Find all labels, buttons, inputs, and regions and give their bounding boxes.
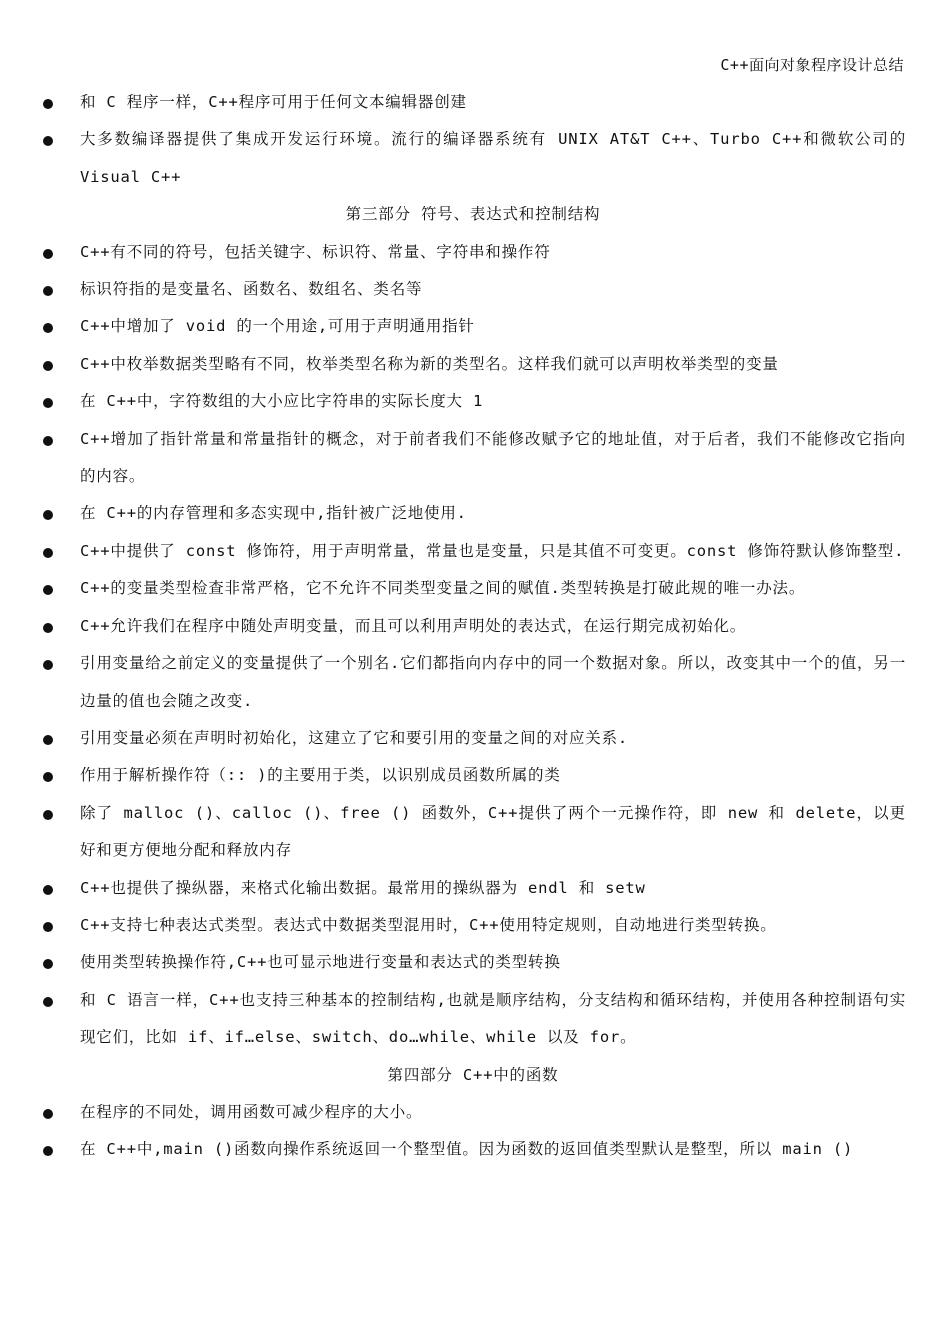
section-heading: 第三部分 符号、表达式和控制结构 <box>345 205 601 224</box>
bullet-icon <box>43 810 53 820</box>
list-item-text: 使用类型转换操作符,C++也可显示地进行变量和表达式的类型转换 <box>80 953 561 972</box>
list-item <box>40 720 906 757</box>
section-heading: 第四部分 C++中的函数 <box>387 1065 559 1084</box>
list-item-text: 在 C++中,main ()函数向操作系统返回一个整型值。因为函数的返回值类型默认是整型，所以 main () <box>80 1140 854 1159</box>
list-item <box>40 982 906 1057</box>
document-body <box>40 84 906 1169</box>
bullet-icon <box>43 623 53 633</box>
list-item <box>40 308 906 345</box>
bullet-icon <box>43 548 53 558</box>
bullet-icon <box>43 922 53 932</box>
list-item-text: C++中枚举数据类型略有不同，枚举类型名称为新的类型名。这样我们就可以声明枚举类型的变量 <box>80 354 779 373</box>
bullet-icon <box>43 660 53 670</box>
list-item <box>40 234 906 271</box>
list-item <box>40 1131 906 1168</box>
bullet-icon <box>43 286 53 296</box>
list-item <box>40 944 906 981</box>
list-item-text: C++支持七种表达式类型。表达式中数据类型混用时，C++使用特定规则，自动地进行类型转换。 <box>80 915 777 934</box>
list-item <box>40 570 906 607</box>
list-item <box>40 121 906 196</box>
list-item <box>40 757 906 794</box>
list-item <box>40 495 906 532</box>
list-item-text: 在程序的不同处，调用函数可减少程序的大小。 <box>80 1102 423 1121</box>
list-item-text: 在 C++中，字符数组的大小应比字符串的实际长度大 1 <box>80 392 484 411</box>
list-item-text: C++增加了指针常量和常量指针的概念，对于前者我们不能修改赋予它的地址值，对于后者，我们不能修改它指向的内容。 <box>80 429 906 486</box>
bullet-icon <box>43 436 53 446</box>
bullet-icon <box>43 997 53 1007</box>
list-item-text: C++有不同的符号，包括关键字、标识符、常量、字符串和操作符 <box>80 242 551 261</box>
list-item <box>40 346 906 383</box>
list-item <box>40 1094 906 1131</box>
list-item-text: 大多数编译器提供了集成开发运行环境。流行的编译器系统有 UNIX AT&T C++、Turbo C++和微软公司的 Visual C++ <box>80 130 906 186</box>
list-item <box>40 907 906 944</box>
bullet-icon <box>43 398 53 408</box>
list-item <box>40 271 906 308</box>
page-header-title: C++面向对象程序设计总结 <box>720 56 904 74</box>
list-item-text: 引用变量给之前定义的变量提供了一个别名.它们都指向内存中的同一个数据对象。所以，改变其中一个的值，另一边量的值也会随之改变. <box>80 654 906 710</box>
bullet-icon <box>43 323 53 333</box>
list-item-text: 和 C 程序一样，C++程序可用于任何文本编辑器创建 <box>80 93 467 111</box>
bullet-icon <box>43 735 53 745</box>
list-item <box>40 608 906 645</box>
bullet-icon <box>43 772 53 782</box>
bullet-icon <box>43 1109 53 1119</box>
list-item-text: C++允许我们在程序中随处声明变量，而且可以利用声明处的表达式，在运行期完成初始化。 <box>80 616 747 635</box>
list-item-text: 在 C++的内存管理和多态实现中,指针被广泛地使用. <box>80 504 467 523</box>
bullet-icon <box>43 959 53 969</box>
list-item <box>40 795 906 870</box>
list-item <box>40 870 906 907</box>
list-item <box>40 645 906 720</box>
list-item <box>40 383 906 420</box>
list-item-text: 引用变量必须在声明时初始化，这建立了它和要引用的变量之间的对应关系. <box>80 728 629 747</box>
list-item <box>40 421 906 496</box>
list-item-text: C++的变量类型检查非常严格，它不允许不同类型变量之间的赋值.类型转换是打破此规的唯一办法。 <box>80 579 806 598</box>
bullet-icon <box>43 510 53 520</box>
list-item <box>40 84 906 121</box>
list-item-text: 除了 malloc ()、calloc ()、free () 函数外，C++提供了两个一元操作符，即 new 和 delete，以更好和更方便地分配和释放内存 <box>80 803 906 860</box>
bullet-icon <box>43 99 53 109</box>
bullet-icon <box>43 585 53 595</box>
list-item-text: 标识符指的是变量名、函数名、数组名、类名等 <box>80 280 423 299</box>
bullet-icon <box>43 361 53 371</box>
list-item <box>40 533 906 570</box>
bullet-icon <box>43 1146 53 1156</box>
bullet-icon <box>43 885 53 895</box>
list-item-text: 和 C 语言一样，C++也支持三种基本的控制结构,也就是顺序结构，分支结构和循环结构，并使用各种控制语句实现它们，比如 if、if…else、switch、do…while、while 以及 for。 <box>80 990 906 1047</box>
bullet-icon <box>43 249 53 259</box>
list-item-text: C++中增加了 void 的一个用途,可用于声明通用指针 <box>80 317 475 336</box>
list-item-text: 作用于解析操作符（:: )的主要用于类，以识别成员函数所属的类 <box>80 766 561 785</box>
list-item-text: C++也提供了操纵器，来格式化输出数据。最常用的操纵器为 endl 和 setw <box>80 878 646 897</box>
bullet-icon <box>43 136 53 146</box>
list-item-text: C++中提供了 const 修饰符，用于声明常量，常量也是变量，只是其值不可变更。const 修饰符默认修饰整型. <box>80 541 905 560</box>
